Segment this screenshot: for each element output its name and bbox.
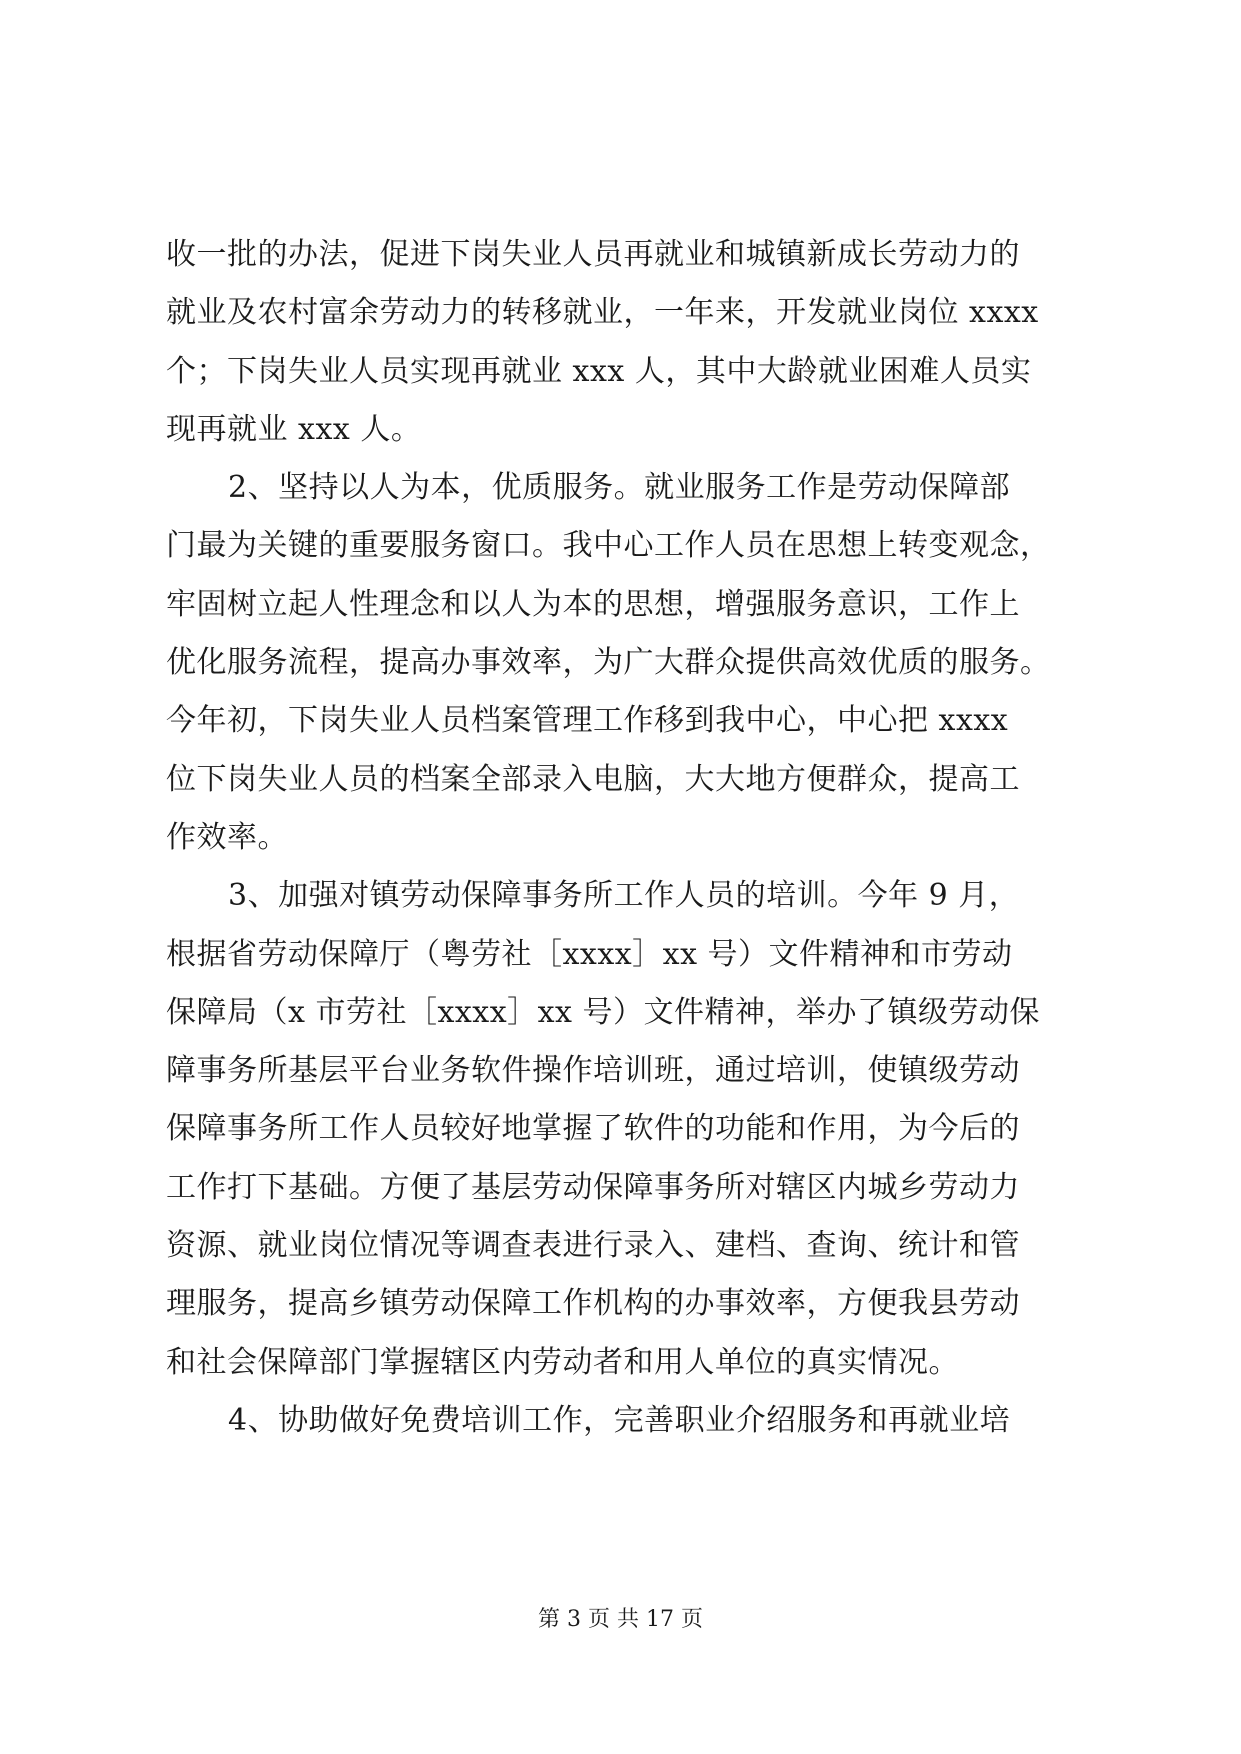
text-line: 收一批的办法，促进下岗失业人员再就业和城镇新成长劳动力的 [166, 237, 1020, 272]
text-line: 保障事务所工作人员较好地掌握了软件的功能和作用，为今后的 [166, 1111, 1020, 1147]
text-line: 根据省劳动保障厅（粤劳社［xxxx］xx 号）文件精神和市劳动 [166, 936, 1013, 972]
text-line: 保障局（x 市劳社［xxxx］xx 号）文件精神，举办了镇级劳动保 [166, 994, 1041, 1030]
text-line: 和社会保障部门掌握辖区内劳动者和用人单位的真实情况。 [166, 1344, 959, 1380]
text-line: 工作打下基础。方便了基层劳动保障事务所对辖区内城乡劳动力 [166, 1169, 1020, 1205]
text-line: 个；下岗失业人员实现再就业 xxx 人，其中大龄就业困难人员实 [166, 353, 1032, 389]
text-line: 作效率。 [166, 819, 288, 855]
body-text [166, 226, 1081, 1450]
text-line: 优化服务流程，提高办事效率，为广大群众提供高效优质的服务。 [166, 645, 1051, 681]
text-line: 障事务所基层平台业务软件操作培训班，通过培训，使镇级劳动 [166, 1053, 1020, 1089]
text-line: 现再就业 xxx 人。 [166, 411, 422, 447]
text-line: 门最为关键的重要服务窗口。我中心工作人员在思想上转变观念， [166, 528, 1051, 564]
text-line: 牢固树立起人性理念和以人为本的思想，增强服务意识，工作上 [166, 586, 1020, 622]
text-line: 理服务，提高乡镇劳动保障工作机构的办事效率，方便我县劳动 [166, 1286, 1020, 1322]
paragraph-start: 4、协助做好免费培训工作，完善职业介绍服务和再就业培 [228, 1402, 1011, 1438]
text-line: 今年初，下岗失业人员档案管理工作移到我中心，中心把 xxxx [166, 703, 1009, 739]
text-line: 资源、就业岗位情况等调查表进行录入、建档、查询、统计和管 [166, 1228, 1020, 1264]
paragraph-start: 2、坚持以人为本，优质服务。就业服务工作是劳动保障部 [228, 470, 1011, 506]
text-line: 位下岗失业人员的档案全部录入电脑，大大地方便群众，提高工 [166, 761, 1020, 797]
page-number-footer: 第 3 页 共 17 页 [538, 1607, 703, 1632]
text-line: 就业及农村富余劳动力的转移就业，一年来，开发就业岗位 xxxx [166, 295, 1039, 331]
paragraph-start: 3、加强对镇劳动保障事务所工作人员的培训。今年 9 月， [228, 878, 1020, 914]
